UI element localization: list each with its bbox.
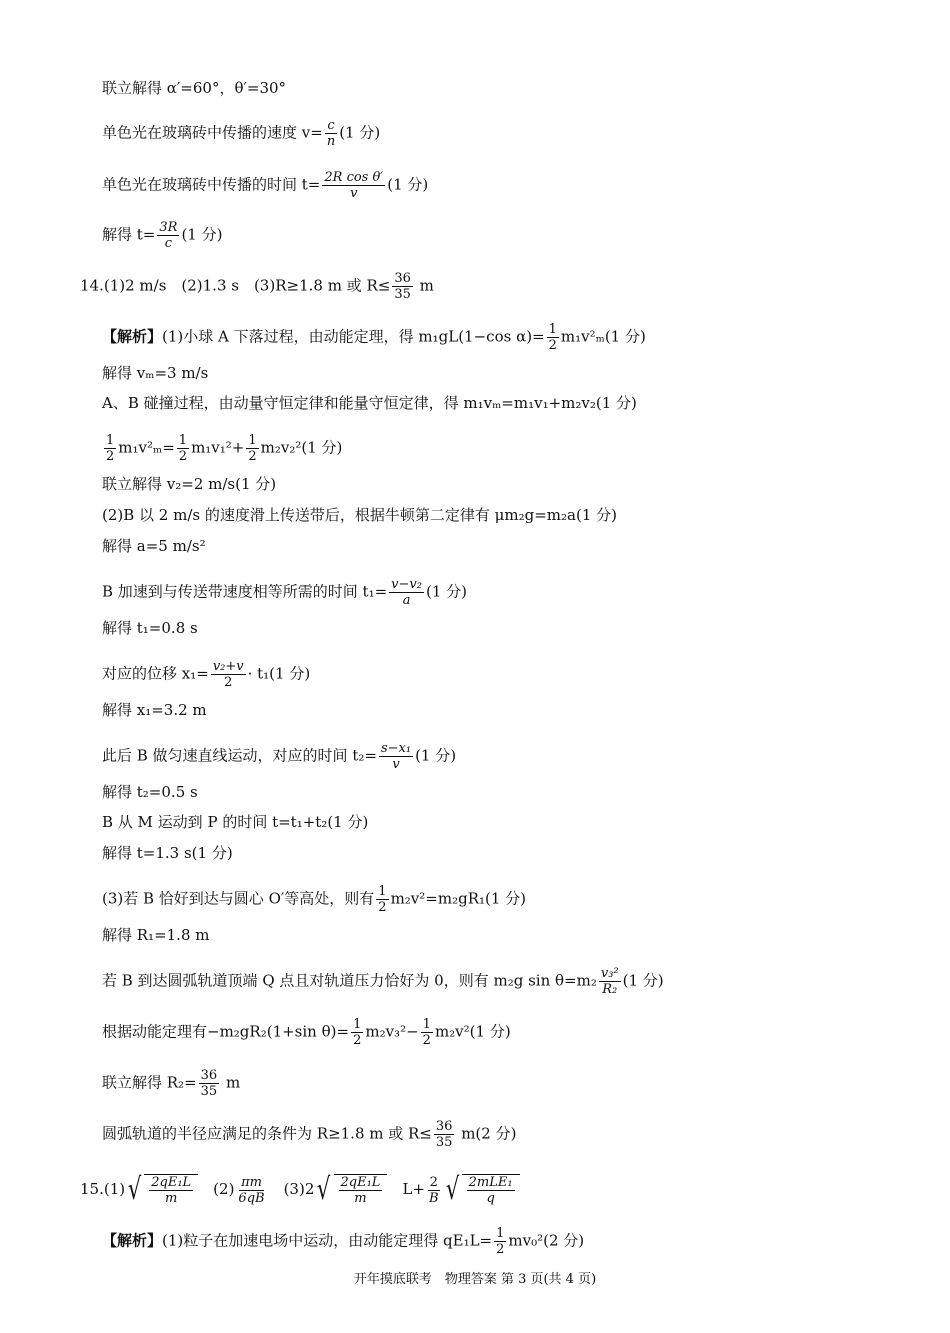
- text-line: [102, 659, 311, 690]
- text: m₂v²=m₂gR₁(1 分): [390, 889, 527, 908]
- text-line: [102, 505, 617, 525]
- fraction: $\frac{1}{2}$: [378, 884, 387, 915]
- text: 单色光在玻璃砖中传播的速度 v=: [102, 123, 323, 142]
- text-line: [102, 925, 210, 945]
- text: 联立解得 R₂=: [102, 1073, 197, 1092]
- radical-sign: √: [127, 1172, 142, 1207]
- text: B 加速到与传送带速度相等所需的时间 t₁=: [102, 582, 388, 601]
- text-line: [102, 220, 223, 251]
- fraction: $\frac{1}{2}$: [106, 433, 115, 464]
- fraction: $\frac{1}{2}$: [178, 433, 188, 464]
- fraction: $\frac{3R}{c}$: [159, 220, 178, 251]
- square-root: [314, 1174, 387, 1206]
- text-line: [102, 812, 368, 832]
- text-line: [102, 843, 233, 863]
- text: L+: [387, 1180, 425, 1198]
- text: m₁v₁²+: [191, 438, 245, 457]
- text: 对应的位移 x₁=: [102, 664, 209, 683]
- text-line: [102, 884, 527, 915]
- text-line: [102, 782, 198, 802]
- text-line: [102, 433, 343, 464]
- text: (3)2: [268, 1180, 315, 1198]
- analysis-line: [102, 1226, 585, 1257]
- text-line: [102, 618, 198, 638]
- radical-sign: √: [445, 1172, 459, 1207]
- question-14-answer: [80, 271, 434, 302]
- text-line: [102, 474, 276, 494]
- text: 单色光在玻璃砖中传播的时间 t=: [102, 175, 321, 194]
- text: m: [414, 276, 434, 295]
- fraction: $\frac{c}{n}$: [326, 118, 336, 149]
- text: (1)粒子在加速电场中运动，由动能定理得 qE₁L=: [162, 1231, 493, 1250]
- fraction: $\frac{\text{v₂+v}}{2}$: [212, 659, 244, 690]
- text: 15.(1): [80, 1180, 126, 1198]
- text: m₂v₂²(1 分): [260, 438, 343, 457]
- text: mv₀²(2 分): [508, 1231, 585, 1250]
- text-line: [102, 741, 457, 772]
- fraction: $\frac{36}{35}$: [200, 1068, 218, 1099]
- text: 解得 x₁=3.2 m: [102, 701, 207, 719]
- page-footer: 开年摸底联考 物理答案 第 3 页(共 4 页): [353, 1272, 597, 1287]
- fraction: $\frac{\text{v−v₂}}{a}$: [391, 577, 422, 608]
- fraction: $\frac{\text{2qE₁L}}{m}$: [151, 1175, 192, 1206]
- text: m(2 分): [456, 1124, 517, 1143]
- fraction: $\frac{1}{2}$: [248, 433, 257, 464]
- text-line: [102, 78, 286, 98]
- text: (2)B 以 2 m/s 的速度滑上传送带后，根据牛顿第二定律有 μm₂g=m₂a(1 分): [102, 506, 617, 524]
- fraction: $\frac{1}{2}$: [422, 1017, 431, 1048]
- analysis-line: [102, 322, 646, 353]
- fraction: $\frac{\pi m}{6qB}$: [238, 1174, 265, 1206]
- text-line: [102, 1068, 241, 1099]
- text: m: [221, 1073, 241, 1092]
- square-root: [443, 1174, 520, 1206]
- square-root: [125, 1174, 198, 1206]
- text-line: [102, 170, 429, 201]
- text: 解得 t=: [102, 225, 156, 244]
- fraction: $\frac{\text{s−x₁}}{v}$: [380, 741, 412, 772]
- radical-sign: √: [317, 1172, 331, 1207]
- text: (1 分): [387, 175, 429, 194]
- text: m₂v₃²−: [365, 1022, 419, 1041]
- text: (3)若 B 恰好到达与圆心 O′等高处，则有: [102, 889, 375, 908]
- text: (1 分): [622, 971, 664, 990]
- text: A、B 碰撞过程，由动量守恒定律和能量守恒定律，得 m₁vₘ=m₁v₁+m₂v₂(1 分): [102, 394, 637, 412]
- text: 此后 B 做匀速直线运动，对应的时间 t₂=: [102, 746, 377, 765]
- text: (1)小球 A 下落过程，由动能定理，得 m₁gL(1−cos α)=: [162, 327, 545, 346]
- text: (2): [198, 1180, 235, 1198]
- text: 根据动能定理有−m₂gR₂(1+sin θ)=: [102, 1022, 350, 1041]
- text: 联立解得 v₂=2 m/s(1 分): [102, 475, 277, 493]
- text: m₁v²ₘ=: [118, 438, 175, 457]
- text: m₂v²(1 分): [434, 1022, 511, 1041]
- text: 解得 vₘ=3 m/s: [102, 364, 209, 382]
- fraction: $\frac{1}{2}$: [353, 1017, 362, 1048]
- text: B 从 M 运动到 P 的时间 t=t₁+t₂(1 分): [102, 813, 369, 831]
- text-line: [102, 966, 664, 997]
- text-line: [102, 393, 637, 413]
- fraction: $\frac{\text{2qE₁L}}{m}$: [340, 1175, 381, 1206]
- text: (1 分): [415, 746, 457, 765]
- text: 联立解得 α′=60°，θ′=30°: [102, 79, 287, 97]
- question-15-answer: [80, 1172, 520, 1207]
- fraction: $\frac{1}{2}$: [496, 1226, 505, 1257]
- text: · t₁(1 分): [247, 664, 311, 683]
- text: 解得 R₁=1.8 m: [102, 926, 210, 944]
- text-line: [102, 536, 206, 556]
- text: 圆弧轨道的半径应满足的条件为 R≥1.8 m 或 R≤: [102, 1124, 432, 1143]
- text: 解得 t₂=0.5 s: [102, 783, 198, 801]
- analysis-tag: 【解析】: [102, 327, 163, 346]
- analysis-tag: 【解析】: [102, 1231, 163, 1250]
- text-line: [102, 700, 207, 720]
- text: 若 B 到达圆弧轨道顶端 Q 点且对轨道压力恰好为 0，则有 m₂g sin θ=m₂: [102, 971, 597, 990]
- text-line: [102, 363, 208, 383]
- text: 解得 a=5 m/s²: [102, 537, 206, 555]
- fraction: $\frac{2}{B}$: [428, 1174, 439, 1206]
- text: (1 分): [181, 225, 223, 244]
- text-line: [102, 118, 381, 149]
- fraction: $\frac{\text{v₃²}}{\text{R₂}}$: [600, 966, 619, 997]
- text-line: [102, 1017, 511, 1048]
- fraction: $\frac{\text{2R cos θ′}}{v}$: [324, 170, 384, 201]
- text: (1 分): [339, 123, 381, 142]
- fraction: $\frac{36}{35}$: [394, 271, 411, 302]
- text: 解得 t=1.3 s(1 分): [102, 844, 233, 862]
- fraction: $\frac{36}{35}$: [435, 1119, 453, 1150]
- text-line: [102, 577, 467, 608]
- text: 解得 t₁=0.8 s: [102, 619, 198, 637]
- text: m₁v²ₘ(1 分): [560, 327, 646, 346]
- fraction: $\frac{1}{2}$: [548, 322, 557, 353]
- fraction: $\frac{\text{2mLE₁}}{q}$: [468, 1175, 513, 1206]
- text: 14.(1)2 m/s (2)1.3 s (3)R≥1.8 m 或 R≤: [80, 276, 391, 295]
- text: (1 分): [425, 582, 467, 601]
- text-line: [102, 1119, 517, 1150]
